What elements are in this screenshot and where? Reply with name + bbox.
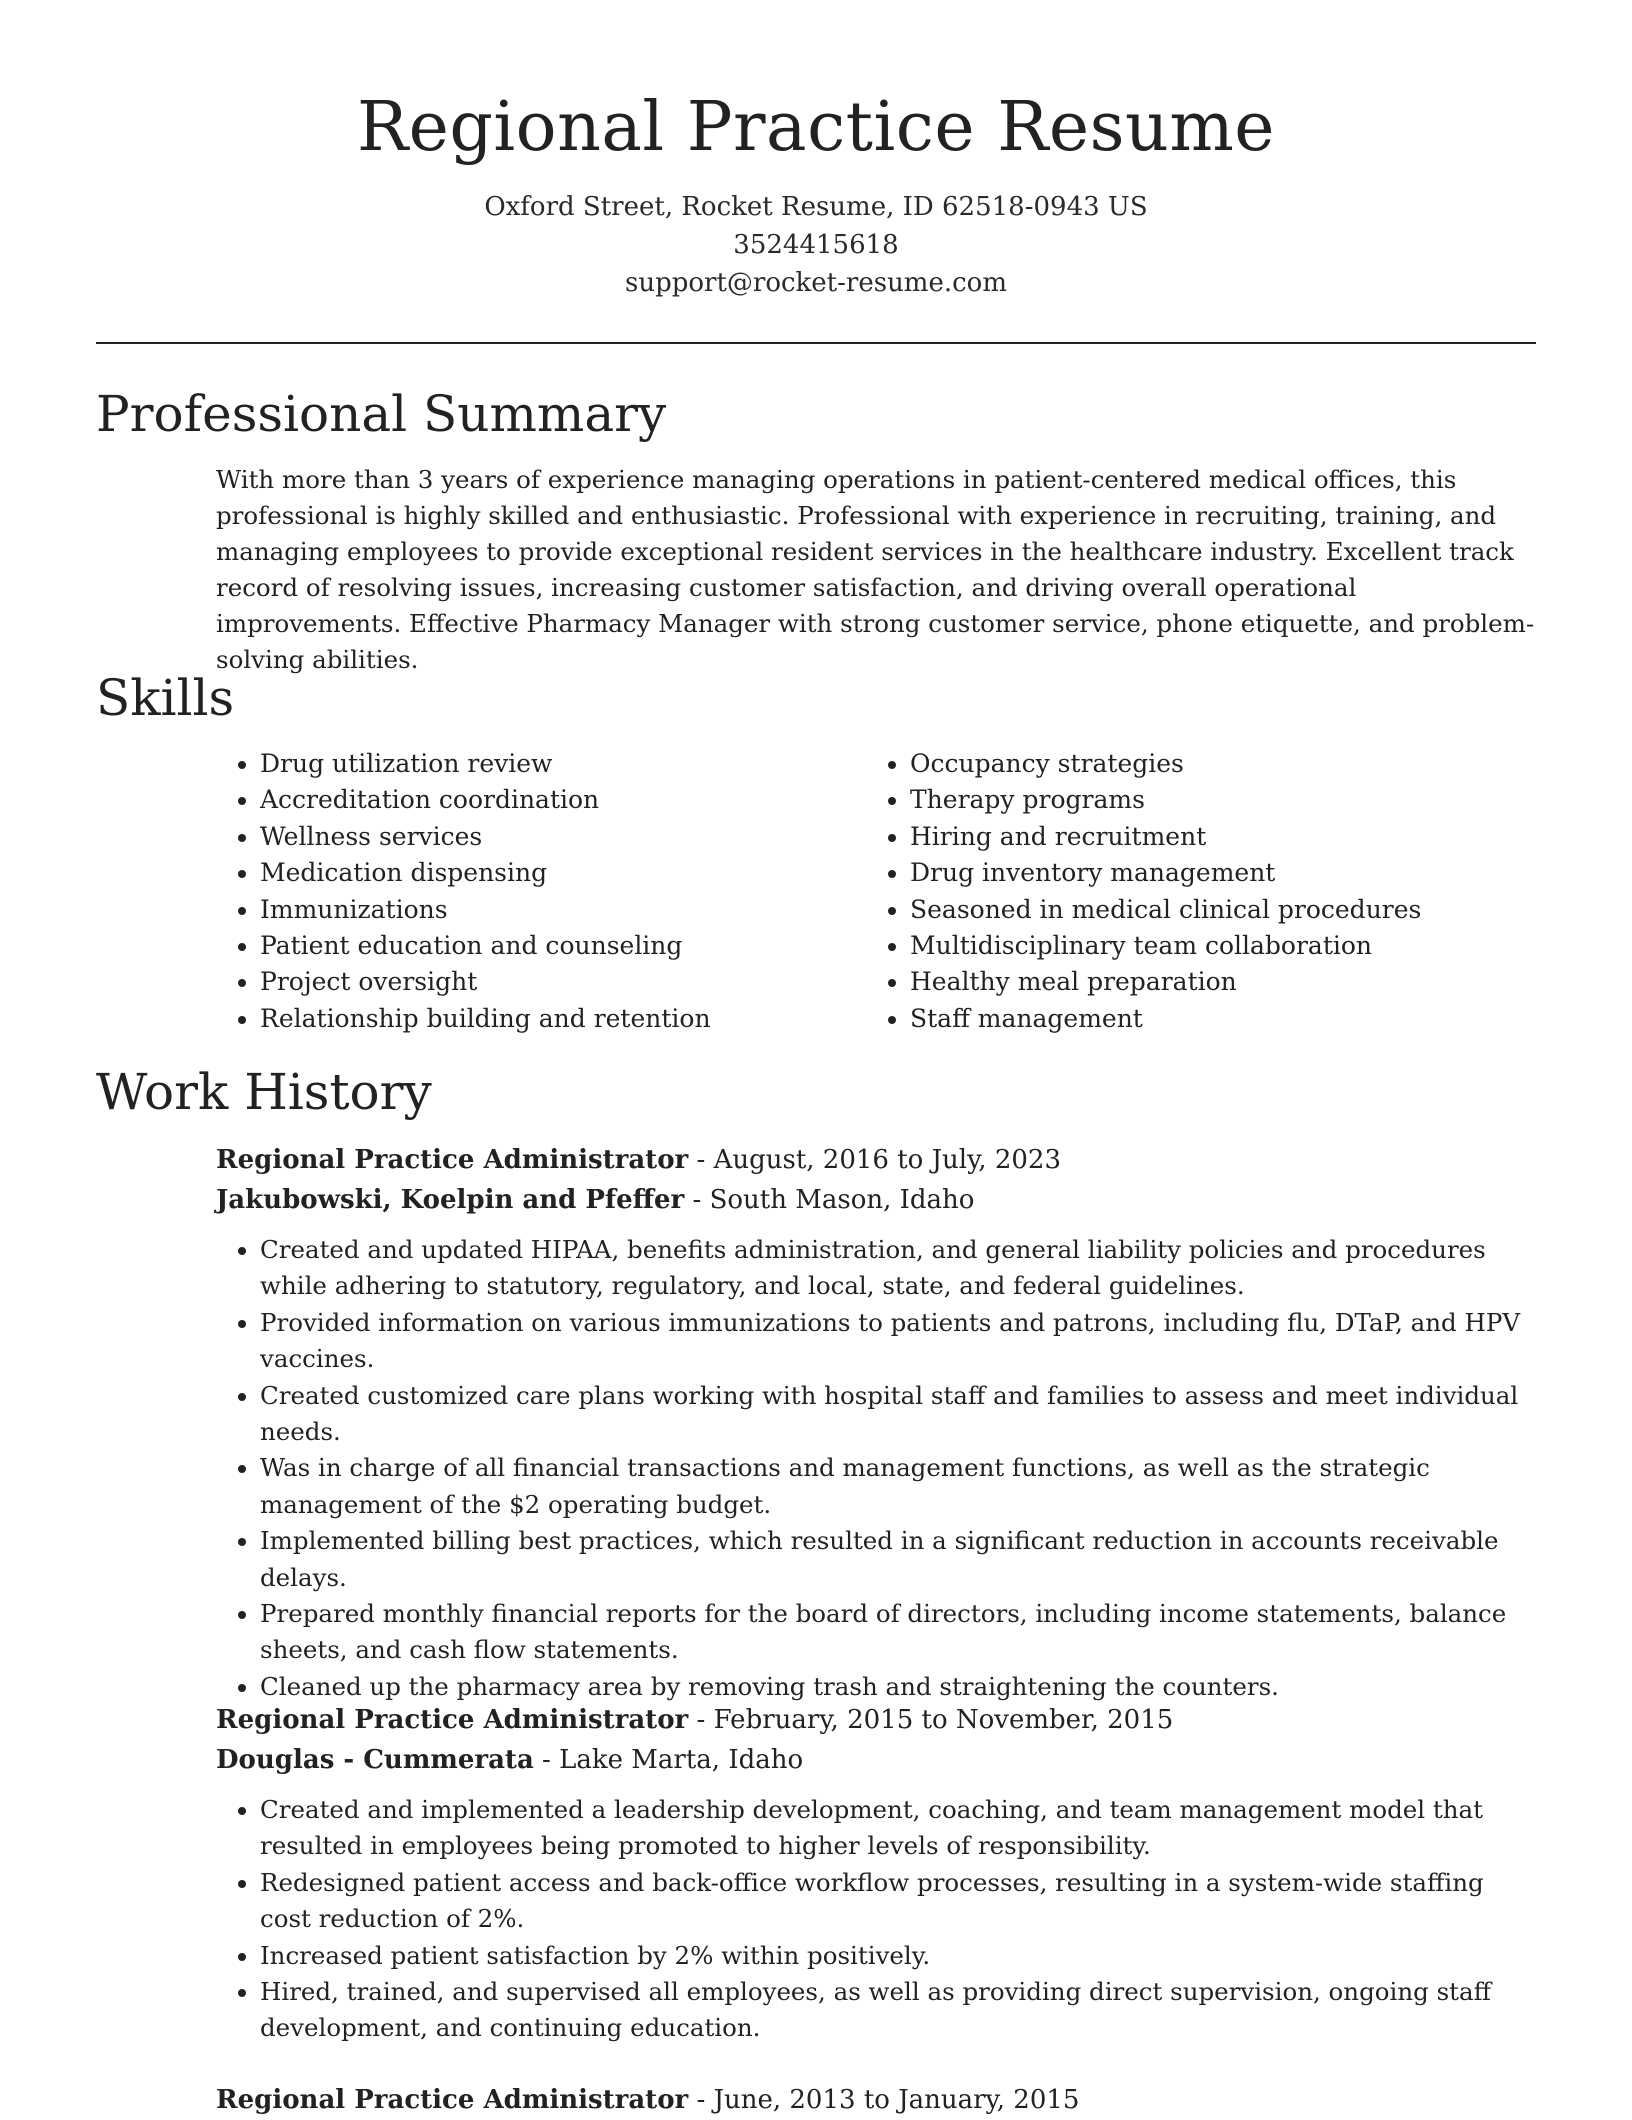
- contact-email: support@rocket-resume.com: [624, 268, 1007, 298]
- job-location: Lake Marta, Idaho: [559, 1745, 804, 1775]
- job-dates: August, 2016 to July, 2023: [713, 1145, 1062, 1175]
- skill-item: • Relationship building and retention: [260, 1001, 880, 1037]
- summary-heading: Professional Summary: [96, 385, 667, 443]
- resume-header: [0, 0, 1632, 302]
- job-bullet: • Was in charge of all financial transactions and management functions, as well as the strategic management of the $2 operating budget.: [260, 1450, 1540, 1523]
- job-title: Regional Practice Administrator: [216, 2085, 689, 2115]
- skill-item: • Medication dispensing: [260, 855, 880, 891]
- job-bullet: • Created and updated HIPAA, benefits administration, and general liability policies and procedures while adhering to statutory, regulatory, and local, state, and federal guidelines.: [260, 1232, 1540, 1305]
- skill-item: • Staff management: [910, 1001, 1530, 1037]
- job-bullet: • Increased patient satisfaction by 2% within positively.: [260, 1938, 1540, 1974]
- skill-item: • Seasoned in medical clinical procedures: [910, 892, 1530, 928]
- job-bullets: [216, 1792, 1540, 2047]
- job-title: Regional Practice Administrator: [216, 1145, 689, 1175]
- job-dates: June, 2013 to January, 2015: [713, 2085, 1080, 2115]
- job-dates: February, 2015 to November, 2015: [713, 1705, 1174, 1735]
- job-bullet: • Provided information on various immunizations to patients and patrons, including flu, DTaP, and HPV vaccines.: [260, 1305, 1540, 1378]
- skill-item: • Drug utilization review: [260, 746, 880, 782]
- skill-item: • Patient education and counseling: [260, 928, 880, 964]
- skills-list-left: [216, 746, 880, 1037]
- job-entry: [216, 2080, 1540, 2120]
- job-title-line: Regional Practice Administrator - June, 2013 to January, 2015: [216, 2085, 1080, 2115]
- header-divider: [96, 342, 1536, 344]
- job-company-line: Jakubowski, Koelpin and Pfeffer - South Mason, Idaho: [216, 1185, 975, 1215]
- job-bullet: • Created and implemented a leadership development, coaching, and team management model that resulted in employees being promoted to higher levels of responsibility.: [260, 1792, 1540, 1865]
- skill-item: • Wellness services: [260, 819, 880, 855]
- job-company-line: Douglas - Cummerata - Lake Marta, Idaho: [216, 1745, 804, 1775]
- job-title-line: Regional Practice Administrator - August, 2016 to July, 2023: [216, 1145, 1062, 1175]
- skill-item: • Drug inventory management: [910, 855, 1530, 891]
- summary-text: With more than 3 years of experience managing operations in patient-centered medical offices, this professional is highly skilled and enthusiastic. Professional with experience in recruiting, training, and managing employees to provide exceptional resident services in the healthcare industry. Excellent track record of resolving issues, increasing customer satisfaction, and driving overall operational improvements. Effective Pharmacy Manager with strong customer service, phone etiquette, and problem-solving abilities.: [216, 465, 1535, 674]
- contact-phone: 3524415618: [733, 230, 899, 260]
- job-entry: [216, 1700, 1540, 2047]
- job-title: Regional Practice Administrator: [216, 1705, 689, 1735]
- skill-item: • Immunizations: [260, 892, 880, 928]
- skill-item: • Therapy programs: [910, 782, 1530, 818]
- job-title-line: Regional Practice Administrator - February, 2015 to November, 2015: [216, 1705, 1174, 1735]
- job-entry: [216, 1140, 1540, 1705]
- skill-item: • Project oversight: [260, 964, 880, 1000]
- job-company: Douglas - Cummerata: [216, 1745, 534, 1775]
- job-bullet: • Cleaned up the pharmacy area by removing trash and straightening the counters.: [260, 1669, 1540, 1705]
- job-bullet: • Created customized care plans working with hospital staff and families to assess and meet individual needs.: [260, 1378, 1540, 1451]
- job-bullets: [216, 1232, 1540, 1705]
- skill-item: • Healthy meal preparation: [910, 964, 1530, 1000]
- job-company: Jakubowski, Koelpin and Pfeffer: [216, 1185, 685, 1215]
- contact-address: Oxford Street, Rocket Resume, ID 62518-0943 US: [484, 192, 1148, 222]
- skills-heading: Skills: [96, 669, 235, 727]
- job-location: South Mason, Idaho: [709, 1185, 975, 1215]
- skill-item: • Multidisciplinary team collaboration: [910, 928, 1530, 964]
- job-bullet: • Hired, trained, and supervised all employees, as well as providing direct supervision, ongoing staff development, and continuing education.: [260, 1974, 1540, 2047]
- work-history-heading: Work History: [96, 1063, 432, 1121]
- skill-item: • Accreditation coordination: [260, 782, 880, 818]
- contact-block: [0, 188, 1632, 302]
- job-bullet: • Implemented billing best practices, which resulted in a significant reduction in accounts receivable delays.: [260, 1523, 1540, 1596]
- resume-name: Regional Practice Resume: [356, 88, 1276, 167]
- skill-item: • Occupancy strategies: [910, 746, 1530, 782]
- job-bullet: • Prepared monthly financial reports for the board of directors, including income statements, balance sheets, and cash flow statements.: [260, 1596, 1540, 1669]
- skills-list-right: [866, 746, 1530, 1037]
- job-bullet: • Redesigned patient access and back-office workflow processes, resulting in a system-wide staffing cost reduction of 2%.: [260, 1865, 1540, 1938]
- skill-item: • Hiring and recruitment: [910, 819, 1530, 855]
